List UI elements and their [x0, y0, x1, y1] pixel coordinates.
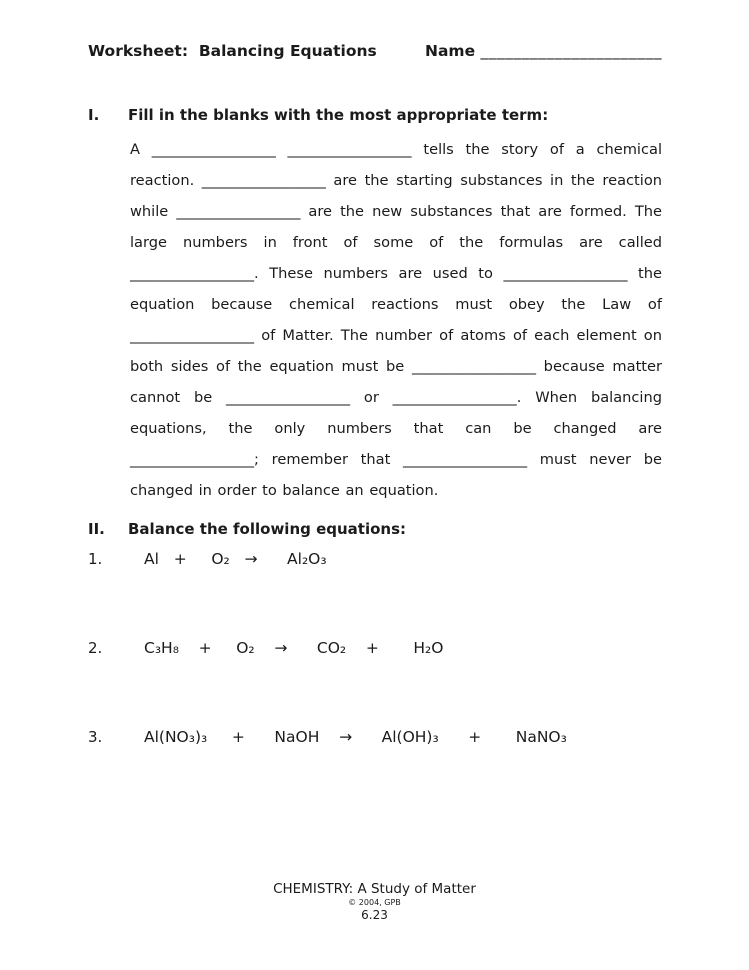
section-balance-heading: Balance the following equations:: [128, 520, 407, 538]
section-balance-numeral: II.: [88, 520, 105, 538]
equation-problem-list: [88, 550, 662, 746]
equation-problem-1: [88, 550, 662, 568]
problem-number: 1.: [88, 550, 103, 568]
footer-series-title: CHEMISTRY: A Study of Matter: [273, 881, 476, 898]
name-blank-line: ______________________: [480, 42, 662, 60]
section-fill-numeral: I.: [88, 106, 100, 124]
footer-page-number: 6.23: [361, 908, 388, 922]
section-fill-heading: Fill in the blanks with the most appropriate term:: [128, 106, 549, 124]
footer-copyright: © 2004, GPB: [348, 898, 401, 907]
name-label: Name: [425, 42, 481, 60]
fill-in-paragraph: A _________________ _________________ tells the story of a chemical reaction. _________________ are the starting substances in the reaction while _________________ are the new substances that are formed. The large numbers in front of some of the formulas are called _________________. These numbers are used to _________________ the equation because chemical reactions must obey the Law of _________________ of Matter. The number of atoms of each element on both sides of the equation must be _________________ because matter cannot be _________________ or _________________. When balancing equations, the only numbers that can be changed are _________________; remember that _________________ must never be changed in order to balance an equation.: [130, 141, 662, 499]
equation-text: Al(NO₃)₃ + NaOH → Al(OH)₃ + NaNO₃: [144, 728, 567, 746]
equation-text: C₃H₈ + O₂ → CO₂ + H₂O: [144, 639, 444, 657]
equation-problem-3: [88, 728, 662, 746]
page-header: [88, 42, 662, 60]
problem-number: 2.: [88, 639, 103, 657]
equation-text: Al + O₂ → Al₂O₃: [144, 550, 327, 568]
problem-number: 3.: [88, 728, 103, 746]
equation-problem-2: [88, 639, 662, 657]
page-footer: [0, 881, 749, 923]
worksheet-title: Worksheet: Balancing Equations: [88, 42, 377, 60]
section-fill-heading-row: [88, 106, 662, 124]
name-area: [425, 42, 662, 60]
section-balance-heading-row: [88, 520, 662, 538]
